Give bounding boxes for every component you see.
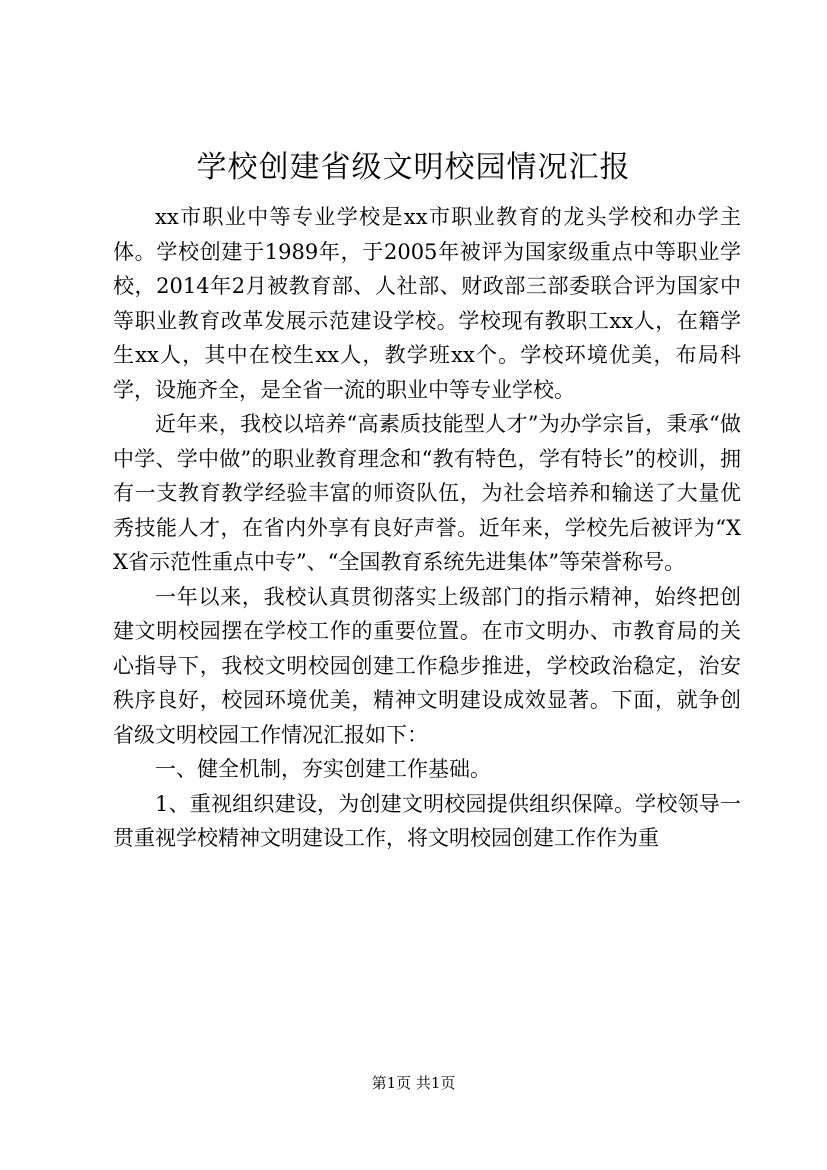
paragraph-4: 1、重视组织建设，为创建文明校园提供组织保障。学校领导一贯重视学校精神文明建设工作，将文明校园创建工作作为重 <box>113 791 741 850</box>
paragraph-3: 一年以来，我校认真贯彻落实上级部门的指示精神，始终把创建文明校园摆在学校工作的重要位置。在市文明办、市教育局的关心指导下，我校文明校园创建工作稳步推进，学校政治稳定，治安秩序良好，校园环境优美，精神文明建设成效显著。下面，就争创省级文明校园工作情况汇报如下： <box>113 584 741 747</box>
document-body <box>113 200 741 856</box>
paragraph-1: xx市职业中等专业学校是xx市职业教育的龙头学校和办学主体。学校创建于1989年，于2005年被评为国家级重点中等职业学校，2014年2月被教育部、人社部、财政部三部委联合评为国家中等职业教育改革发展示范建设学校。学校现有教职工xx人，在籍学生xx人，其中在校生xx人，教学班xx个。学校环境优美，布局科学，设施齐全，是全省一流的职业中等专业学校。 <box>113 205 741 402</box>
section-heading-1: 一、健全机制，夯实创建工作基础。 <box>155 757 491 781</box>
document-title: 学校创建省级文明校园情况汇报 <box>196 150 631 185</box>
page-footer: 第1页 共1页 <box>371 1074 456 1092</box>
paragraph-2: 近年来，我校以培养“高素质技能型人才”为办学宗旨，秉承“做中学、学中做”的职业教育理念和“教有特色，学有特长”的校训，拥有一支教育教学经验丰富的师资队伍，为社会培养和输送了大量优秀技能人才，在省内外享有良好声誉。近年来，学校先后被评为“XX省示范性重点中专”、“全国教育系统先进集体”等荣誉称号。 <box>113 412 741 574</box>
